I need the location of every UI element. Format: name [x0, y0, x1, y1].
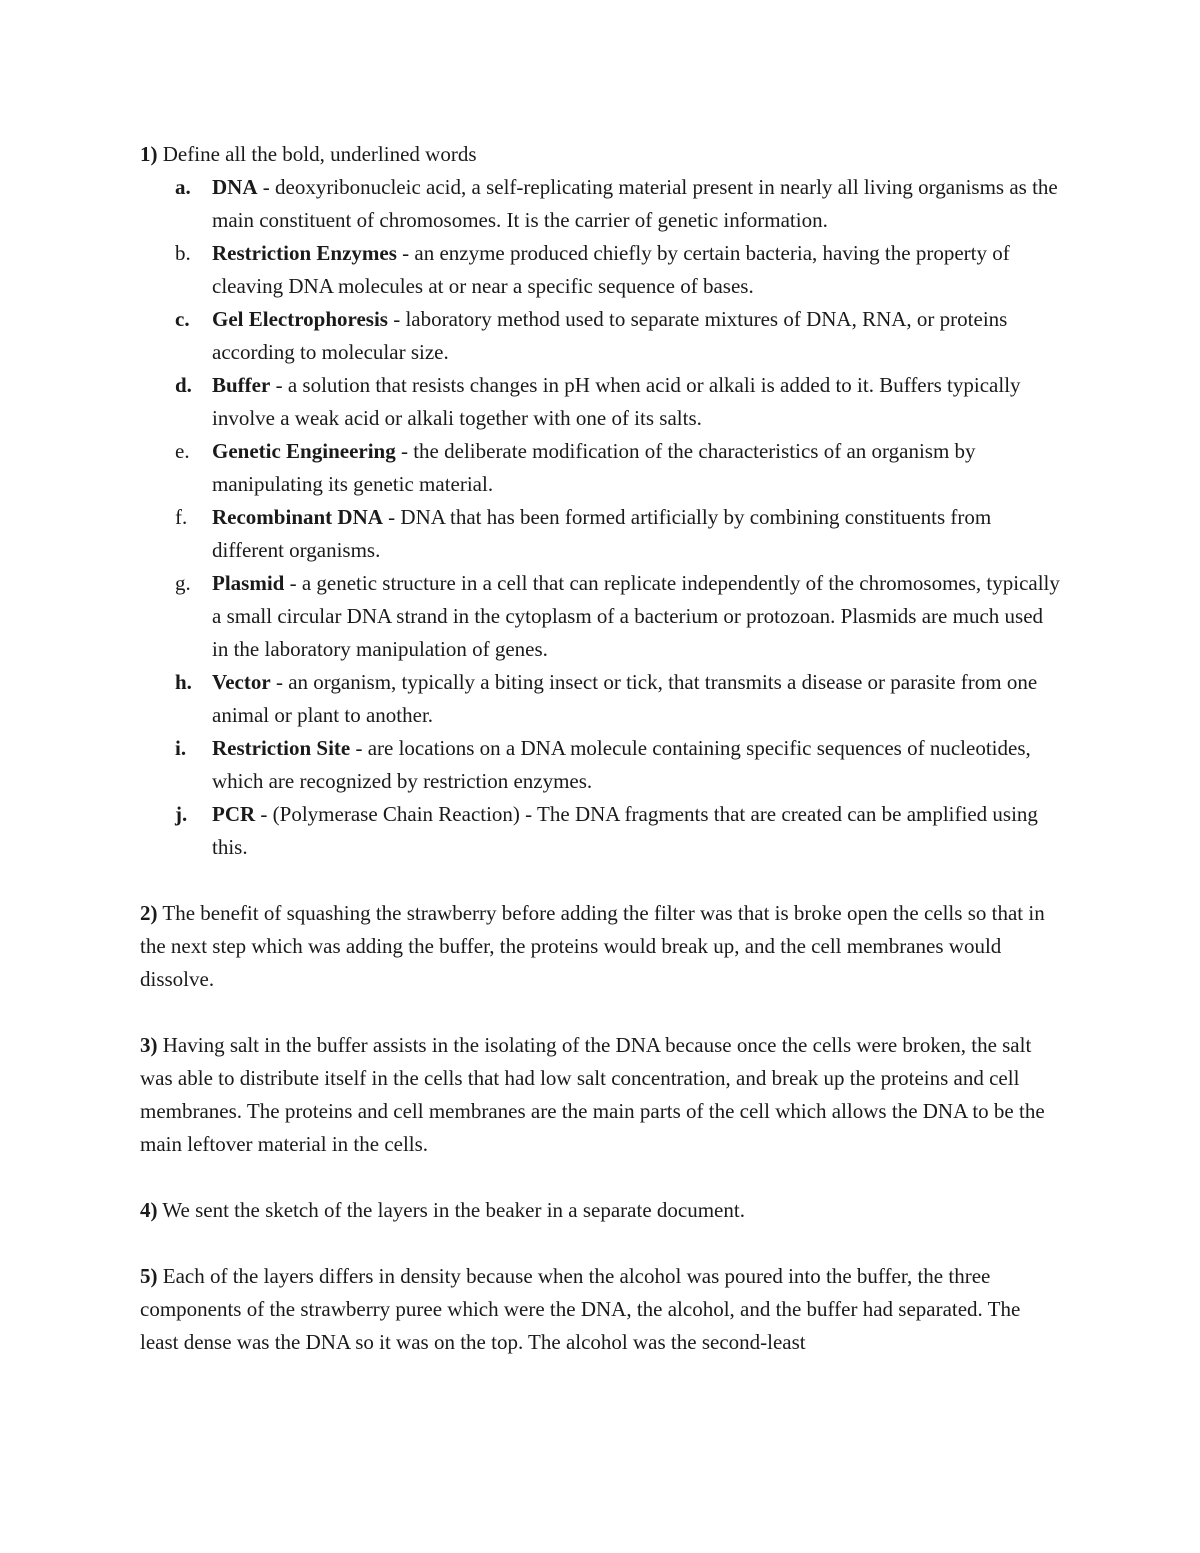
definition-item-genetic-engineering	[140, 435, 1060, 501]
list-marker: f.	[175, 505, 188, 529]
answer-text: The benefit of squashing the strawberry before adding the filter was that is broke open the cells so that in the next step which was adding the buffer, the proteins would break up, and the cell membranes would dissolve.	[140, 901, 1045, 991]
definition-text: - the deliberate modification of the characteristics of an organism by manipulating its genetic material.	[212, 439, 976, 496]
definition-term: Restriction Site	[212, 736, 351, 760]
definition-text: - a solution that resists changes in pH when acid or alkali is added to it. Buffers typically involve a weak acid or alkali together with one of its salts.	[212, 373, 1021, 430]
definition-item-recombinant-dna	[140, 501, 1060, 567]
definition-text: - laboratory method used to separate mixtures of DNA, RNA, or proteins according to molecular size.	[212, 307, 1008, 364]
definition-term: Gel Electrophoresis	[212, 307, 388, 331]
question-number: 5)	[140, 1264, 158, 1288]
definition-list	[140, 171, 1060, 864]
definition-item-buffer	[140, 369, 1060, 435]
definition-item-restriction-enzymes	[140, 237, 1060, 303]
definition-term: PCR	[212, 802, 256, 826]
list-marker: d.	[175, 373, 192, 397]
list-marker: j.	[175, 802, 188, 826]
definition-term: Vector	[212, 670, 271, 694]
definition-term: Buffer	[212, 373, 271, 397]
answer-3	[140, 1029, 1060, 1161]
definition-text: - DNA that has been formed artificially by combining constituents from different organisms.	[212, 505, 992, 562]
question-number: 4)	[140, 1198, 158, 1222]
document-content	[140, 138, 1060, 1359]
list-marker: a.	[175, 175, 191, 199]
question-text: Define all the bold, underlined words	[162, 142, 477, 166]
list-marker: g.	[175, 571, 191, 595]
definition-item-vector	[140, 666, 1060, 732]
answer-text: Having salt in the buffer assists in the isolating of the DNA because once the cells were broken, the salt was able to distribute itself in the cells that had low salt concentration, and break up the proteins and cell membranes. The proteins and cell membranes are the main parts of the cell which allows the DNA to be the main leftover material in the cells.	[140, 1033, 1045, 1156]
definition-item-restriction-site	[140, 732, 1060, 798]
definition-text: - an enzyme produced chiefly by certain bacteria, having the property of cleaving DNA molecules at or near a specific sequence of bases.	[212, 241, 1010, 298]
definition-item-pcr	[140, 798, 1060, 864]
definition-term: DNA	[212, 175, 258, 199]
list-marker: i.	[175, 736, 187, 760]
question-number: 1)	[140, 142, 158, 166]
definition-text: - (Polymerase Chain Reaction) - The DNA fragments that are created can be amplified using this.	[212, 802, 1038, 859]
question-number: 2)	[140, 901, 158, 925]
definition-text: - an organism, typically a biting insect or tick, that transmits a disease or parasite from one animal or plant to another.	[212, 670, 1038, 727]
answer-text: We sent the sketch of the layers in the beaker in a separate document.	[157, 1198, 745, 1222]
answer-2	[140, 897, 1060, 996]
answer-5	[140, 1260, 1060, 1359]
definition-item-dna	[140, 171, 1060, 237]
answer-text: Each of the layers differs in density because when the alcohol was poured into the buffer, the three components of the strawberry puree which were the DNA, the alcohol, and the buffer had separated. The least dense was the DNA so it was on the top. The alcohol was the second-least	[140, 1264, 1021, 1354]
definition-text: - a genetic structure in a cell that can replicate independently of the chromosomes, typically a small circular DNA strand in the cytoplasm of a bacterium or protozoan. Plasmids are much used in the laboratory manipulation of genes.	[212, 571, 1060, 661]
list-marker: b.	[175, 241, 191, 265]
answer-4	[140, 1194, 1060, 1227]
definition-text: - deoxyribonucleic acid, a self-replicating material present in nearly all living organisms as the main constituent of chromosomes. It is the carrier of genetic information.	[212, 175, 1058, 232]
question-1	[140, 138, 1060, 171]
question-number: 3)	[140, 1033, 158, 1057]
definition-term: Genetic Engineering	[212, 439, 396, 463]
definition-term: Plasmid	[212, 571, 285, 595]
definition-item-gel-electrophoresis	[140, 303, 1060, 369]
definition-term: Restriction Enzymes	[212, 241, 397, 265]
list-marker: e.	[175, 439, 190, 463]
definition-text: - are locations on a DNA molecule containing specific sequences of nucleotides, which are recognized by restriction enzymes.	[212, 736, 1031, 793]
list-marker: h.	[175, 670, 192, 694]
definition-term: Recombinant DNA	[212, 505, 383, 529]
list-marker: c.	[175, 307, 190, 331]
definition-item-plasmid	[140, 567, 1060, 666]
